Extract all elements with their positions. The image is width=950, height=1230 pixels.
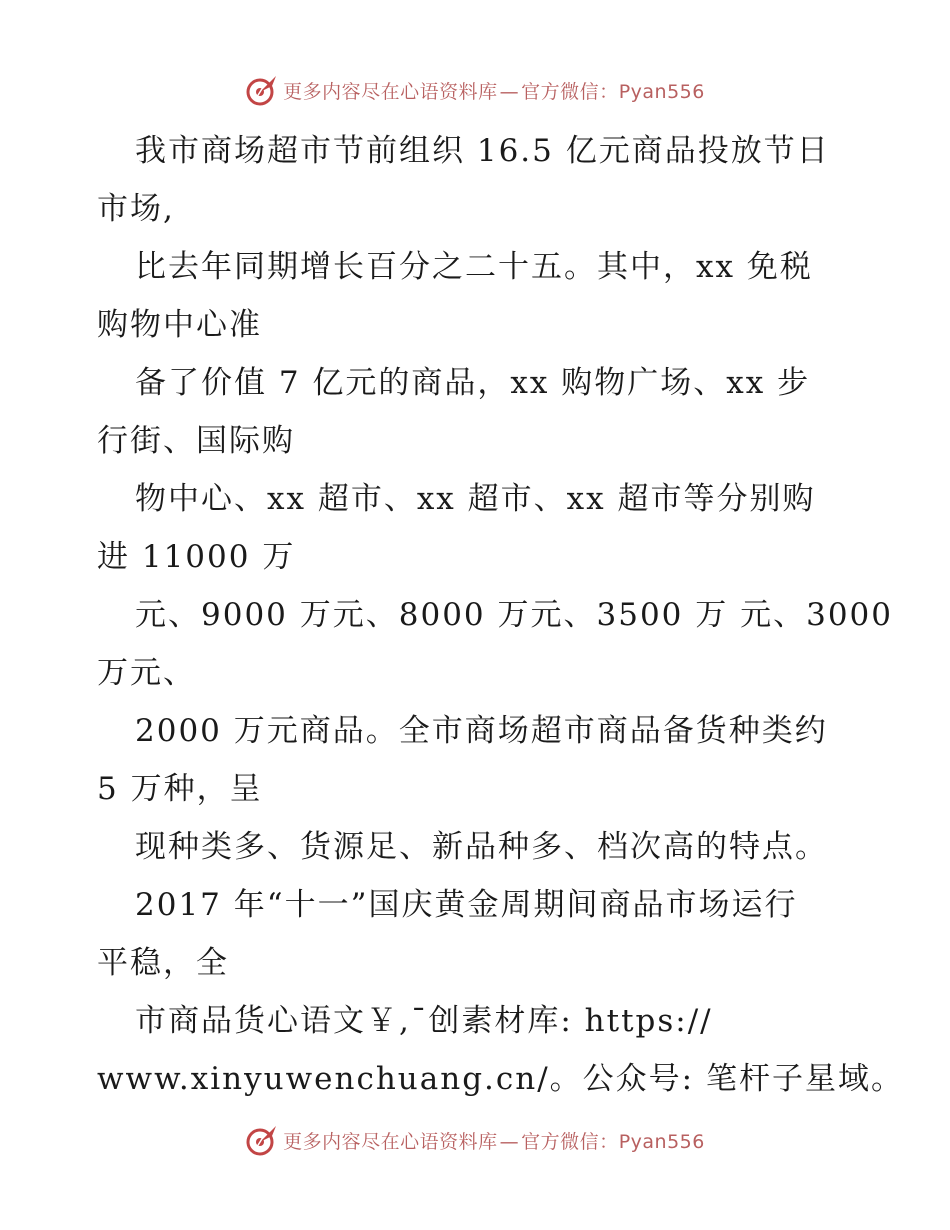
banner-wechat-id: Pyan556 — [618, 1130, 705, 1153]
banner-dash: — — [499, 1130, 520, 1153]
banner-title: 更多内容尽在心语资料库 — [283, 80, 498, 103]
text-line: 市场, — [97, 191, 175, 227]
text-line: 进 11000 万 — [97, 539, 296, 575]
header-banner — [0, 70, 950, 110]
text-line: 备了价值 7 亿元的商品，xx 购物广场、xx 步 — [135, 365, 811, 401]
text-line: 我市商场超市节前组织 16.5 亿元商品投放节日 — [135, 133, 830, 169]
text-line: 物中心、xx 超市、xx 超市、xx 超市等分别购 — [135, 481, 816, 517]
text-line: 2000 万元商品。全市商场超市商品备货种类约 — [135, 713, 828, 749]
quill-logo-icon — [245, 73, 279, 107]
text-line: 市商品货心语文￥,¯创素材库: https:// — [135, 1003, 713, 1039]
banner-dash: — — [499, 80, 520, 103]
banner-wechat-label: 官方微信： — [521, 80, 619, 103]
text-line: 5 万种，呈 — [97, 771, 263, 807]
text-line: www.xinyuwenchuang.cn/。公众号: 笔杆子星域。 — [97, 1061, 904, 1097]
text-line: 购物中心准 — [97, 307, 262, 343]
text-line: 平稳，全 — [97, 945, 229, 981]
footer-banner — [0, 1120, 950, 1160]
text-line: 行街、国际购 — [97, 423, 295, 459]
quill-logo-icon — [245, 1123, 279, 1157]
text-line: 万元、 — [97, 655, 196, 691]
banner-wechat-id: Pyan556 — [618, 80, 705, 103]
text-line: 比去年同期增长百分之二十五。其中，xx 免税 — [135, 249, 813, 285]
text-line: 现种类多、货源足、新品种多、档次高的特点。 — [135, 829, 828, 865]
text-line: 2017 年“十一”国庆黄金周期间商品市场运行 — [135, 887, 798, 923]
banner-title: 更多内容尽在心语资料库 — [283, 1130, 498, 1153]
banner-wechat-label: 官方微信： — [521, 1130, 619, 1153]
document-body — [97, 122, 904, 1108]
text-line: 元、9000 万元、8000 万元、3500 万 元、3000 — [135, 597, 893, 633]
